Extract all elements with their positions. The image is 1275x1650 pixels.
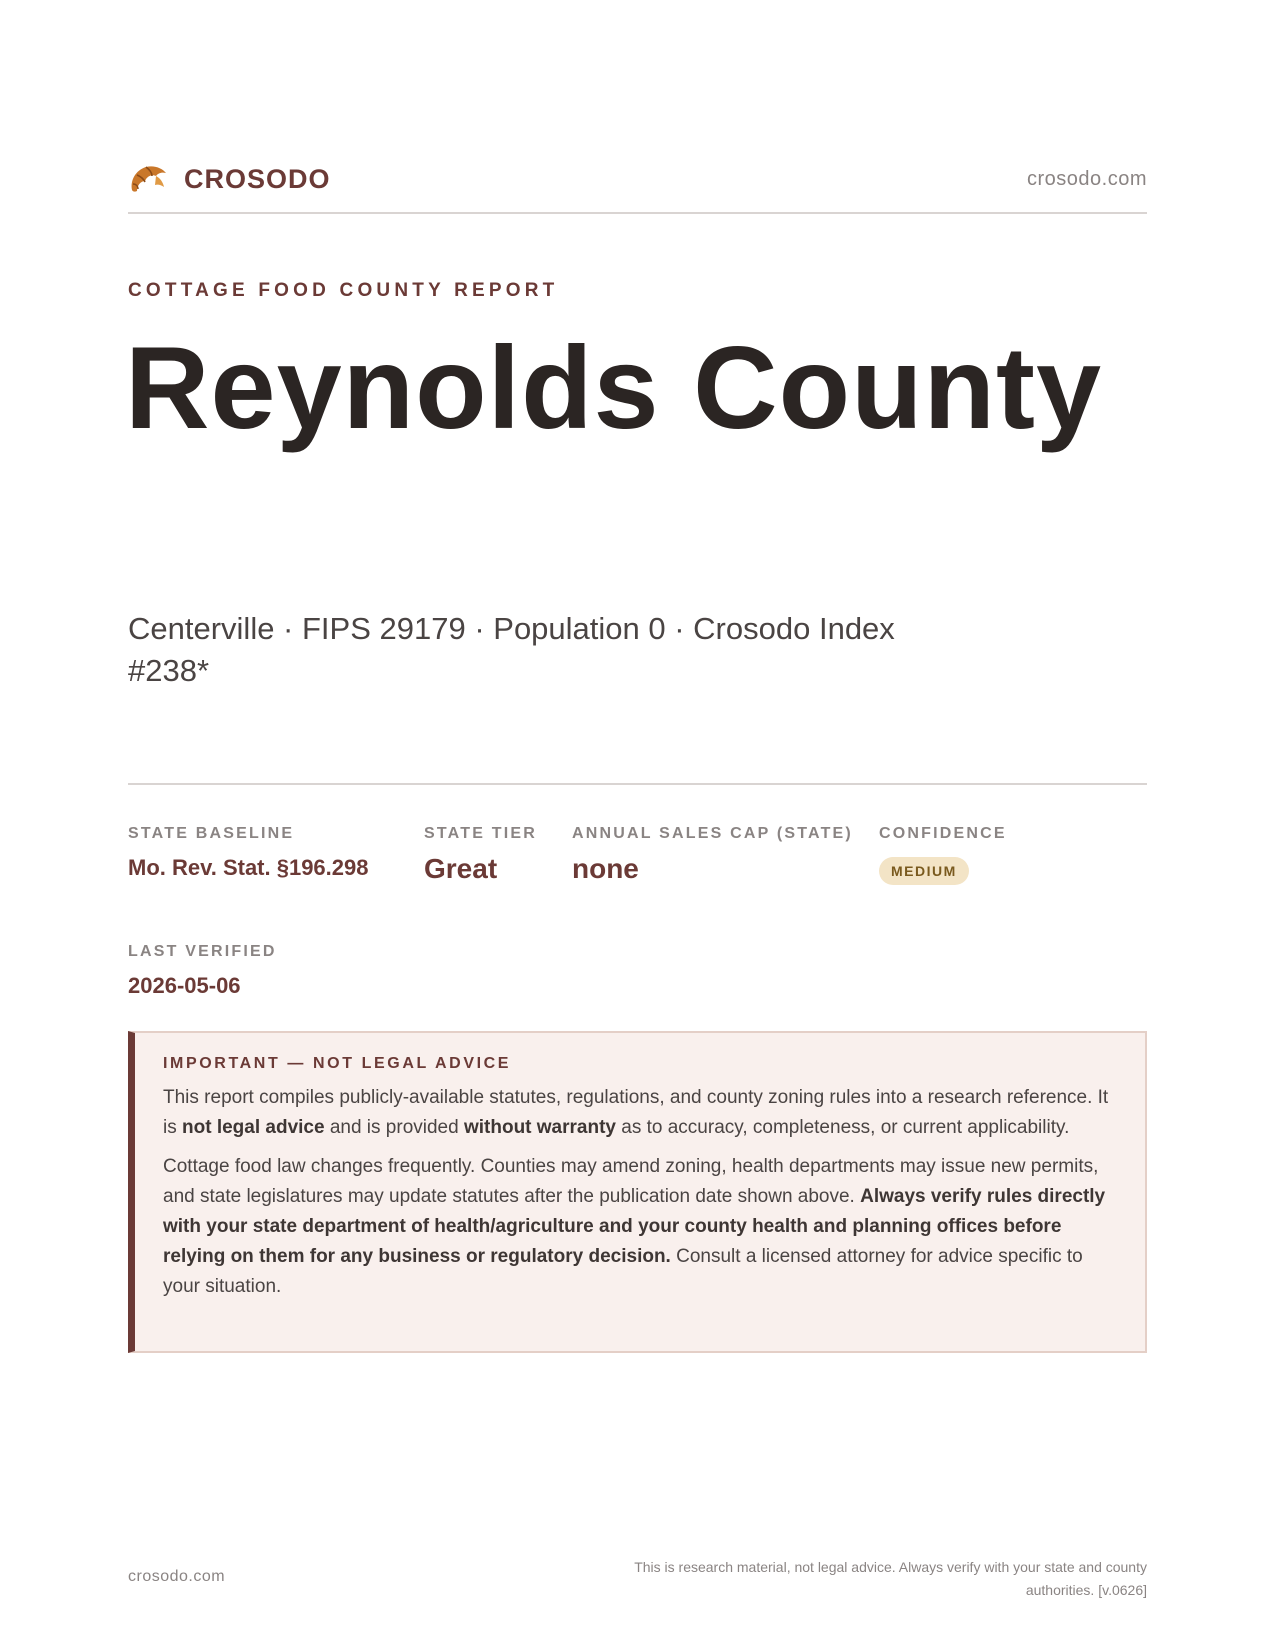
page-header xyxy=(128,156,1147,214)
stat-label: ANNUAL SALES CAP (STATE) xyxy=(572,825,853,842)
stat-label: STATE TIER xyxy=(424,825,537,842)
stat-confidence xyxy=(879,825,1007,885)
confidence-badge: MEDIUM xyxy=(879,857,969,885)
page-title: Reynolds County xyxy=(125,322,1103,453)
stat-label: CONFIDENCE xyxy=(879,825,1007,842)
stat-state-baseline xyxy=(128,825,369,881)
notice-paragraph: This report compiles publicly-available statutes, regulations, and county zoning rules into a research reference. It is not legal advice and is provided without warranty as to accuracy, completeness, or current applicability. xyxy=(163,1087,1109,1138)
stat-label: LAST VERIFIED xyxy=(128,943,277,960)
stat-value: none xyxy=(572,853,639,884)
stat-value: Great xyxy=(424,853,498,884)
stat-value: Mo. Rev. Stat. §196.298 xyxy=(128,855,369,880)
brand xyxy=(128,160,331,198)
report-page xyxy=(125,0,1147,1650)
report-subtitle: Centerville · FIPS 29179 · Population 0 · Crosodo Index #238* xyxy=(128,611,895,688)
stat-state-tier xyxy=(424,825,537,885)
header-site-link[interactable]: crosodo.com xyxy=(1027,168,1147,190)
notice-heading: IMPORTANT — NOT LEGAL ADVICE xyxy=(163,1055,512,1072)
notice-paragraph: Cottage food law changes frequently. Counties may amend zoning, health departments may issue new permits, and state legislatures may update statutes after the publication date shown above. Always verify rules directly with your state department of health/agriculture and your county health and planning offices before relying on them for any business or regulatory decision. Consult a licensed attorney for advice specific to your situation. xyxy=(163,1156,1106,1297)
stat-last-verified xyxy=(128,943,277,999)
stat-value: 2026-05-06 xyxy=(128,973,241,998)
stat-sales-cap xyxy=(572,825,853,885)
report-eyebrow: COTTAGE FOOD COUNTY REPORT xyxy=(128,280,559,301)
stat-label: STATE BASELINE xyxy=(128,825,295,842)
brand-name: CROSODO xyxy=(184,163,331,194)
croissant-icon xyxy=(128,160,170,198)
section-divider xyxy=(128,783,1147,785)
footer-site-link[interactable]: crosodo.com xyxy=(128,1568,226,1585)
footer-disclaimer: This is research material, not legal advice. Always verify with your state and county authorities. [v.0626] xyxy=(634,1559,1147,1598)
legal-notice xyxy=(128,1031,1147,1353)
